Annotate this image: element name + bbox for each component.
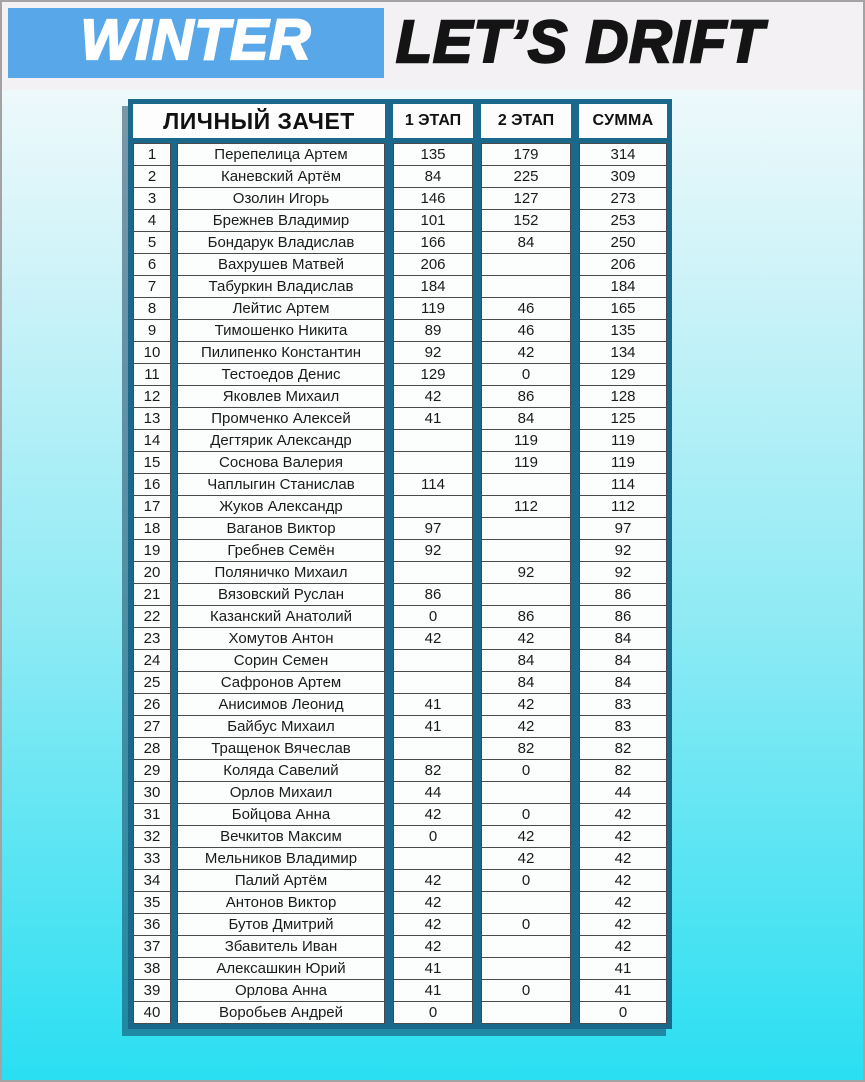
stage2-cell: 112 <box>481 495 571 518</box>
column-header-stage2: 2 ЭТАП <box>481 104 571 138</box>
stage2-cell: 0 <box>481 759 571 782</box>
stage2-cell <box>481 957 571 980</box>
table-row <box>133 187 667 210</box>
stage2-cell: 82 <box>481 737 571 760</box>
table-row <box>133 803 667 826</box>
name-cell: Бутов Дмитрий <box>177 913 385 936</box>
rank-cell: 26 <box>133 693 171 716</box>
total-cell: 84 <box>579 649 667 672</box>
stage2-cell: 42 <box>481 847 571 870</box>
stage2-cell <box>481 1001 571 1024</box>
rank-cell: 15 <box>133 451 171 474</box>
stage1-cell: 146 <box>393 187 473 210</box>
stage1-cell: 135 <box>393 143 473 166</box>
total-cell: 125 <box>579 407 667 430</box>
table-row <box>133 231 667 254</box>
table-row <box>133 781 667 804</box>
name-cell: Лейтис Артем <box>177 297 385 320</box>
rank-cell: 23 <box>133 627 171 650</box>
stage1-cell: 114 <box>393 473 473 496</box>
rank-cell: 5 <box>133 231 171 254</box>
total-cell: 42 <box>579 935 667 958</box>
stage2-cell: 0 <box>481 803 571 826</box>
stage2-cell: 42 <box>481 715 571 738</box>
standings-body <box>133 143 667 1024</box>
name-cell: Вечкитов Максим <box>177 825 385 848</box>
total-cell: 41 <box>579 979 667 1002</box>
name-cell: Гребнев Семён <box>177 539 385 562</box>
stage2-cell: 127 <box>481 187 571 210</box>
stage1-cell <box>393 649 473 672</box>
name-cell: Промченко Алексей <box>177 407 385 430</box>
total-cell: 134 <box>579 341 667 364</box>
total-cell: 128 <box>579 385 667 408</box>
standings-table <box>128 99 672 1029</box>
name-cell: Коляда Савелий <box>177 759 385 782</box>
name-cell: Сафронов Артем <box>177 671 385 694</box>
stage2-cell: 0 <box>481 979 571 1002</box>
stage1-cell: 42 <box>393 913 473 936</box>
column-header-total: СУММА <box>579 104 667 138</box>
table-row <box>133 825 667 848</box>
table-row <box>133 429 667 452</box>
total-cell: 42 <box>579 891 667 914</box>
table-row <box>133 561 667 584</box>
name-cell: Орлова Анна <box>177 979 385 1002</box>
rank-cell: 29 <box>133 759 171 782</box>
rank-cell: 13 <box>133 407 171 430</box>
rank-cell: 14 <box>133 429 171 452</box>
table-row <box>133 209 667 232</box>
table-row <box>133 847 667 870</box>
name-cell: Орлов Михаил <box>177 781 385 804</box>
name-cell: Байбус Михаил <box>177 715 385 738</box>
rank-cell: 9 <box>133 319 171 342</box>
rank-cell: 1 <box>133 143 171 166</box>
stage2-cell: 42 <box>481 627 571 650</box>
name-cell: Пилипенко Константин <box>177 341 385 364</box>
total-cell: 42 <box>579 825 667 848</box>
rank-cell: 6 <box>133 253 171 276</box>
stage1-cell <box>393 671 473 694</box>
name-cell: Хомутов Антон <box>177 627 385 650</box>
table-row <box>133 671 667 694</box>
table-row <box>133 407 667 430</box>
rank-cell: 39 <box>133 979 171 1002</box>
total-cell: 92 <box>579 561 667 584</box>
stage1-cell: 44 <box>393 781 473 804</box>
table-row <box>133 385 667 408</box>
name-cell: Алексашкин Юрий <box>177 957 385 980</box>
name-cell: Озолин Игорь <box>177 187 385 210</box>
rank-cell: 36 <box>133 913 171 936</box>
name-cell: Палий Артём <box>177 869 385 892</box>
name-cell: Поляничко Михаил <box>177 561 385 584</box>
table-row <box>133 605 667 628</box>
name-cell: Бондарук Владислав <box>177 231 385 254</box>
name-cell: Табуркин Владислав <box>177 275 385 298</box>
stage1-cell: 41 <box>393 979 473 1002</box>
stage1-cell <box>393 451 473 474</box>
stage2-cell: 86 <box>481 605 571 628</box>
name-cell: Вязовский Руслан <box>177 583 385 606</box>
stage1-cell: 86 <box>393 583 473 606</box>
rank-cell: 35 <box>133 891 171 914</box>
banner <box>2 2 863 90</box>
rank-cell: 8 <box>133 297 171 320</box>
total-cell: 41 <box>579 957 667 980</box>
total-cell: 314 <box>579 143 667 166</box>
table-row <box>133 649 667 672</box>
rank-cell: 19 <box>133 539 171 562</box>
table-row <box>133 957 667 980</box>
rank-cell: 38 <box>133 957 171 980</box>
stage2-cell <box>481 539 571 562</box>
rank-cell: 20 <box>133 561 171 584</box>
stage1-cell <box>393 429 473 452</box>
total-cell: 165 <box>579 297 667 320</box>
name-cell: Дегтярик Александр <box>177 429 385 452</box>
total-cell: 82 <box>579 759 667 782</box>
stage1-cell: 42 <box>393 803 473 826</box>
total-cell: 86 <box>579 583 667 606</box>
stage2-cell: 42 <box>481 693 571 716</box>
total-cell: 0 <box>579 1001 667 1024</box>
rank-cell: 18 <box>133 517 171 540</box>
stage2-cell <box>481 891 571 914</box>
table-row <box>133 715 667 738</box>
stage1-cell: 119 <box>393 297 473 320</box>
rank-cell: 28 <box>133 737 171 760</box>
stage2-cell <box>481 473 571 496</box>
column-header-stage1: 1 ЭТАП <box>393 104 473 138</box>
table-row <box>133 891 667 914</box>
table-row <box>133 583 667 606</box>
stage1-cell: 0 <box>393 1001 473 1024</box>
rank-cell: 11 <box>133 363 171 386</box>
stage1-cell: 129 <box>393 363 473 386</box>
total-cell: 42 <box>579 847 667 870</box>
stage1-cell <box>393 737 473 760</box>
rank-cell: 30 <box>133 781 171 804</box>
stage2-cell: 84 <box>481 231 571 254</box>
stage2-cell <box>481 935 571 958</box>
stage1-cell <box>393 847 473 870</box>
name-cell: Сорин Семен <box>177 649 385 672</box>
table-row <box>133 759 667 782</box>
stage1-cell: 84 <box>393 165 473 188</box>
rank-cell: 3 <box>133 187 171 210</box>
name-cell: Бойцова Анна <box>177 803 385 826</box>
stage1-cell: 41 <box>393 957 473 980</box>
stage2-cell: 86 <box>481 385 571 408</box>
stage1-cell: 184 <box>393 275 473 298</box>
stage2-cell: 119 <box>481 451 571 474</box>
table-row <box>133 913 667 936</box>
stage2-cell: 42 <box>481 341 571 364</box>
rank-cell: 12 <box>133 385 171 408</box>
stage1-cell: 41 <box>393 715 473 738</box>
name-cell: Тращенок Вячеслав <box>177 737 385 760</box>
name-cell: Мельников Владимир <box>177 847 385 870</box>
table-row <box>133 737 667 760</box>
table-row <box>133 495 667 518</box>
stage2-cell: 179 <box>481 143 571 166</box>
stage1-cell: 0 <box>393 605 473 628</box>
stage2-cell: 46 <box>481 297 571 320</box>
stage2-cell: 42 <box>481 825 571 848</box>
rank-cell: 33 <box>133 847 171 870</box>
total-cell: 82 <box>579 737 667 760</box>
table-row <box>133 473 667 496</box>
table-row <box>133 869 667 892</box>
stage2-cell: 84 <box>481 649 571 672</box>
table-row <box>133 253 667 276</box>
name-cell: Соснова Валерия <box>177 451 385 474</box>
stage2-cell <box>481 253 571 276</box>
stage2-cell: 0 <box>481 869 571 892</box>
table-row <box>133 517 667 540</box>
name-cell: Тимошенко Никита <box>177 319 385 342</box>
total-cell: 129 <box>579 363 667 386</box>
stage1-cell: 41 <box>393 407 473 430</box>
table-row <box>133 165 667 188</box>
total-cell: 44 <box>579 781 667 804</box>
rank-cell: 32 <box>133 825 171 848</box>
stage2-cell: 152 <box>481 209 571 232</box>
stage1-cell: 42 <box>393 891 473 914</box>
rank-cell: 31 <box>133 803 171 826</box>
total-cell: 84 <box>579 627 667 650</box>
stage2-cell: 84 <box>481 407 571 430</box>
table-row <box>133 539 667 562</box>
stage2-cell: 0 <box>481 363 571 386</box>
total-cell: 119 <box>579 451 667 474</box>
table-row <box>133 143 667 166</box>
name-cell: Антонов Виктор <box>177 891 385 914</box>
name-cell: Тестоедов Денис <box>177 363 385 386</box>
rank-cell: 37 <box>133 935 171 958</box>
name-cell: Збавитель Иван <box>177 935 385 958</box>
stage2-cell: 92 <box>481 561 571 584</box>
table-title: ЛИЧНЫЙ ЗАЧЕТ <box>133 104 385 138</box>
rank-cell: 16 <box>133 473 171 496</box>
stage2-cell: 84 <box>481 671 571 694</box>
table-row <box>133 341 667 364</box>
total-cell: 206 <box>579 253 667 276</box>
rank-cell: 40 <box>133 1001 171 1024</box>
total-cell: 250 <box>579 231 667 254</box>
stage1-cell: 42 <box>393 627 473 650</box>
stage1-cell: 42 <box>393 935 473 958</box>
total-cell: 119 <box>579 429 667 452</box>
name-cell: Брежнев Владимир <box>177 209 385 232</box>
name-cell: Яковлев Михаил <box>177 385 385 408</box>
standings-header-row <box>133 104 667 138</box>
total-cell: 42 <box>579 869 667 892</box>
table-row <box>133 627 667 650</box>
name-cell: Каневский Артём <box>177 165 385 188</box>
winter-logo-box <box>8 8 384 78</box>
stage1-cell: 42 <box>393 869 473 892</box>
rank-cell: 21 <box>133 583 171 606</box>
rank-cell: 10 <box>133 341 171 364</box>
name-cell: Казанский Анатолий <box>177 605 385 628</box>
total-cell: 42 <box>579 913 667 936</box>
stage2-cell <box>481 275 571 298</box>
rank-cell: 27 <box>133 715 171 738</box>
total-cell: 309 <box>579 165 667 188</box>
total-cell: 83 <box>579 715 667 738</box>
total-cell: 114 <box>579 473 667 496</box>
rank-cell: 25 <box>133 671 171 694</box>
table-row <box>133 693 667 716</box>
table-row <box>133 363 667 386</box>
total-cell: 42 <box>579 803 667 826</box>
rank-cell: 17 <box>133 495 171 518</box>
table-row <box>133 451 667 474</box>
stage1-cell: 97 <box>393 517 473 540</box>
stage2-cell <box>481 517 571 540</box>
banner-word-winter: WINTER <box>80 8 312 72</box>
rank-cell: 34 <box>133 869 171 892</box>
stage2-cell <box>481 781 571 804</box>
total-cell: 253 <box>579 209 667 232</box>
total-cell: 83 <box>579 693 667 716</box>
name-cell: Воробьев Андрей <box>177 1001 385 1024</box>
total-cell: 97 <box>579 517 667 540</box>
table-row <box>133 275 667 298</box>
name-cell: Анисимов Леонид <box>177 693 385 716</box>
stage1-cell <box>393 561 473 584</box>
stage1-cell: 42 <box>393 385 473 408</box>
stage2-cell: 119 <box>481 429 571 452</box>
total-cell: 184 <box>579 275 667 298</box>
name-cell: Вахрушев Матвей <box>177 253 385 276</box>
banner-word-lets-drift: LET’S DRIFT <box>396 8 765 75</box>
total-cell: 92 <box>579 539 667 562</box>
table-row <box>133 1001 667 1024</box>
table-row <box>133 935 667 958</box>
content-area <box>2 90 863 1080</box>
rank-cell: 2 <box>133 165 171 188</box>
stage1-cell: 0 <box>393 825 473 848</box>
stage1-cell: 101 <box>393 209 473 232</box>
stage1-cell: 41 <box>393 693 473 716</box>
stage1-cell: 166 <box>393 231 473 254</box>
stage1-cell: 92 <box>393 341 473 364</box>
name-cell: Перепелица Артем <box>177 143 385 166</box>
rank-cell: 24 <box>133 649 171 672</box>
stage2-cell <box>481 583 571 606</box>
name-cell: Жуков Александр <box>177 495 385 518</box>
rank-cell: 4 <box>133 209 171 232</box>
stage1-cell <box>393 495 473 518</box>
table-row <box>133 979 667 1002</box>
total-cell: 112 <box>579 495 667 518</box>
total-cell: 86 <box>579 605 667 628</box>
name-cell: Чаплыгин Станислав <box>177 473 385 496</box>
name-cell: Ваганов Виктор <box>177 517 385 540</box>
total-cell: 84 <box>579 671 667 694</box>
table-row <box>133 297 667 320</box>
total-cell: 273 <box>579 187 667 210</box>
stage1-cell: 206 <box>393 253 473 276</box>
stage2-cell: 0 <box>481 913 571 936</box>
stage1-cell: 89 <box>393 319 473 342</box>
table-row <box>133 319 667 342</box>
stage2-cell: 46 <box>481 319 571 342</box>
rank-cell: 22 <box>133 605 171 628</box>
stage2-cell: 225 <box>481 165 571 188</box>
stage1-cell: 82 <box>393 759 473 782</box>
stage1-cell: 92 <box>393 539 473 562</box>
rank-cell: 7 <box>133 275 171 298</box>
total-cell: 135 <box>579 319 667 342</box>
